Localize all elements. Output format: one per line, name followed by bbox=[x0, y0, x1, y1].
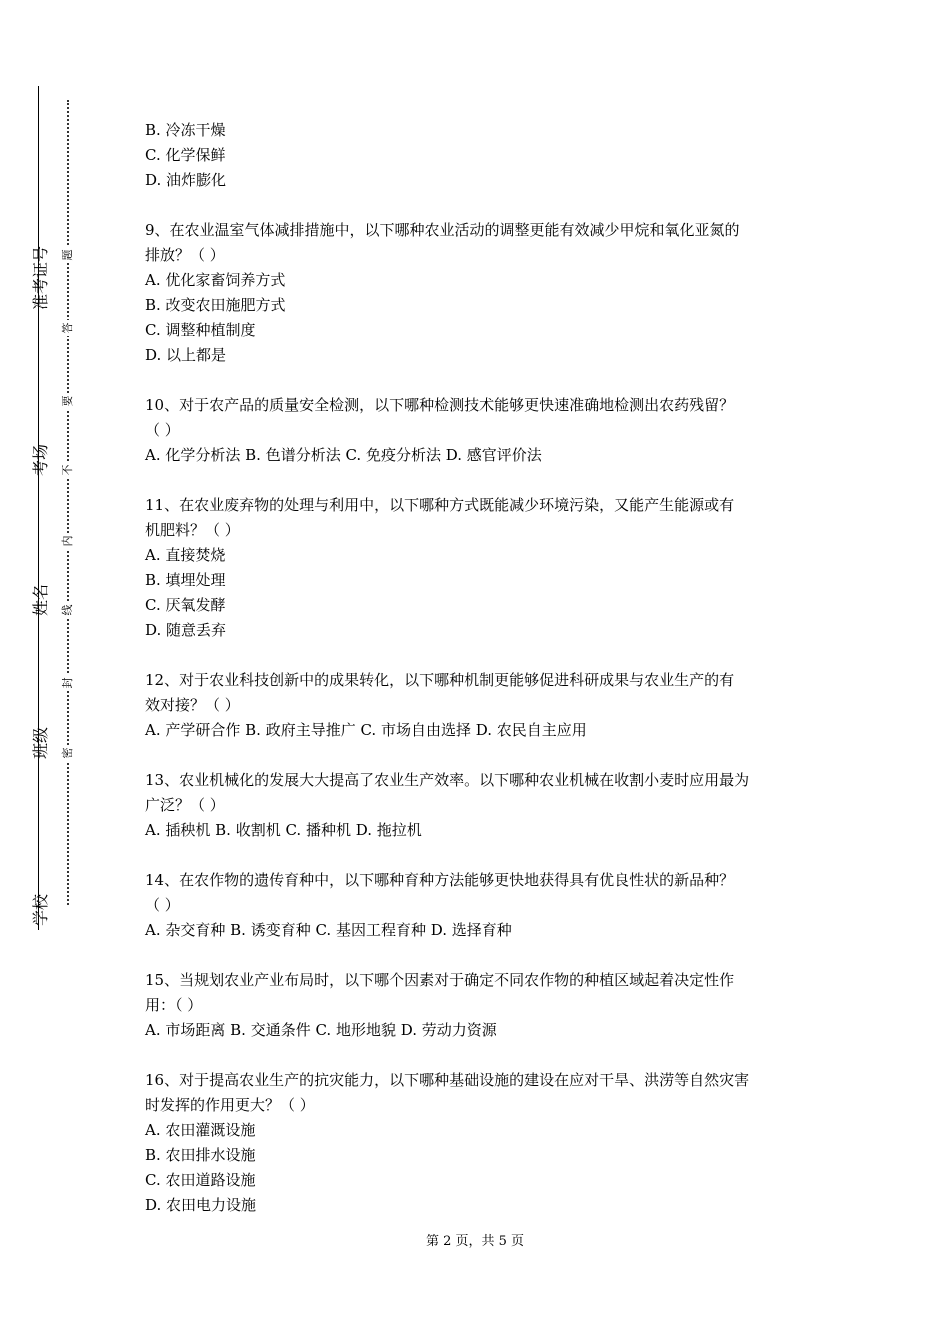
class-label: 班级 bbox=[31, 727, 50, 760]
question-11 bbox=[145, 493, 825, 643]
option-a: A. 直接焚烧 bbox=[145, 546, 226, 564]
question-14 bbox=[145, 868, 825, 943]
question-10 bbox=[145, 393, 825, 468]
seal-char: 题 bbox=[60, 247, 76, 263]
option-b: B. 填埋处理 bbox=[145, 571, 226, 589]
options-line: A. 市场距离 B. 交通条件 C. 地形地貌 D. 劳动力资源 bbox=[145, 1021, 497, 1039]
seal-char: 线 bbox=[60, 602, 76, 618]
options-line: A. 插秧机 B. 收割机 C. 播种机 D. 拖拉机 bbox=[145, 821, 422, 839]
question-stem: 14、在农作物的遗传育种中，以下哪种育种方法能够更快地获得具有优良性状的新品种？ bbox=[145, 871, 735, 889]
option-b: B. 冷冻干燥 bbox=[145, 121, 226, 139]
seal-dotted-line bbox=[67, 100, 69, 905]
seal-char: 封 bbox=[60, 675, 76, 691]
option-d: D. 农田电力设施 bbox=[145, 1196, 257, 1214]
binding-line bbox=[38, 86, 39, 930]
page-footer: 第 2 页，共 5 页 bbox=[425, 1234, 525, 1249]
option-d: D. 随意丢弃 bbox=[145, 621, 227, 639]
question-stem: 用：（ ） bbox=[145, 996, 203, 1014]
option-c: C. 农田道路设施 bbox=[145, 1171, 256, 1189]
question-stem: （ ） bbox=[145, 896, 180, 914]
question-stem: （ ） bbox=[145, 421, 180, 439]
question-stem: 16、对于提高农业生产的抗灾能力，以下哪种基础设施的建设在应对干旱、洪涝等自然灾害 bbox=[145, 1071, 750, 1089]
question-8-options bbox=[145, 118, 825, 193]
question-stem: 机肥料？（ ） bbox=[145, 521, 240, 539]
question-stem: 效对接？（ ） bbox=[145, 696, 240, 714]
seal-char: 要 bbox=[60, 393, 76, 409]
options-line: A. 化学分析法 B. 色谱分析法 C. 免疫分析法 D. 感官评价法 bbox=[145, 446, 542, 464]
option-c: C. 调整种植制度 bbox=[145, 321, 256, 339]
question-stem: 15、当规划农业产业布局时，以下哪个因素对于确定不同农作物的种植区域起着决定性作 bbox=[145, 971, 735, 989]
question-content bbox=[145, 118, 825, 1218]
question-stem: 11、在农业废弃物的处理与利用中，以下哪种方式既能减少环境污染，又能产生能源或有 bbox=[145, 496, 735, 514]
question-stem: 12、对于农业科技创新中的成果转化，以下哪种机制更能够促进科研成果与农业生产的有 bbox=[145, 671, 735, 689]
option-d: D. 油炸膨化 bbox=[145, 171, 227, 189]
question-stem: 时发挥的作用更大？（ ） bbox=[145, 1096, 315, 1114]
options-line: A. 产学研合作 B. 政府主导推广 C. 市场自由选择 D. 农民自主应用 bbox=[145, 721, 587, 739]
option-b: B. 改变农田施肥方式 bbox=[145, 296, 286, 314]
seal-char: 答 bbox=[60, 320, 76, 336]
seal-char: 内 bbox=[60, 533, 76, 549]
option-c: C. 厌氧发酵 bbox=[145, 596, 226, 614]
question-13 bbox=[145, 768, 825, 843]
exam-id-label: 准考证号 bbox=[31, 245, 50, 310]
question-15 bbox=[145, 968, 825, 1043]
seal-char: 密 bbox=[60, 745, 76, 761]
school-label: 学校 bbox=[31, 894, 50, 927]
question-stem: 广泛？（ ） bbox=[145, 796, 225, 814]
seal-char: 不 bbox=[60, 462, 76, 478]
question-stem: 排放？（ ） bbox=[145, 246, 225, 264]
question-16 bbox=[145, 1068, 825, 1218]
question-stem: 10、对于农产品的质量安全检测，以下哪种检测技术能够更快速准确地检测出农药残留？ bbox=[145, 396, 735, 414]
question-9 bbox=[145, 218, 825, 368]
question-stem: 9、在农业温室气体减排措施中，以下哪种农业活动的调整更能有效减少甲烷和氧化亚氮的 bbox=[145, 221, 740, 239]
question-12 bbox=[145, 668, 825, 743]
exam-room-label: 考场 bbox=[31, 444, 50, 477]
option-c: C. 化学保鲜 bbox=[145, 146, 226, 164]
option-b: B. 农田排水设施 bbox=[145, 1146, 256, 1164]
option-a: A. 优化家畜饲养方式 bbox=[145, 271, 286, 289]
question-stem: 13、农业机械化的发展大大提高了农业生产效率。以下哪种农业机械在收割小麦时应用最为 bbox=[145, 771, 750, 789]
option-a: A. 农田灌溉设施 bbox=[145, 1121, 256, 1139]
option-d: D. 以上都是 bbox=[145, 346, 227, 364]
options-line: A. 杂交育种 B. 诱变育种 C. 基因工程育种 D. 选择育种 bbox=[145, 921, 512, 939]
name-label: 姓名 bbox=[31, 584, 50, 617]
